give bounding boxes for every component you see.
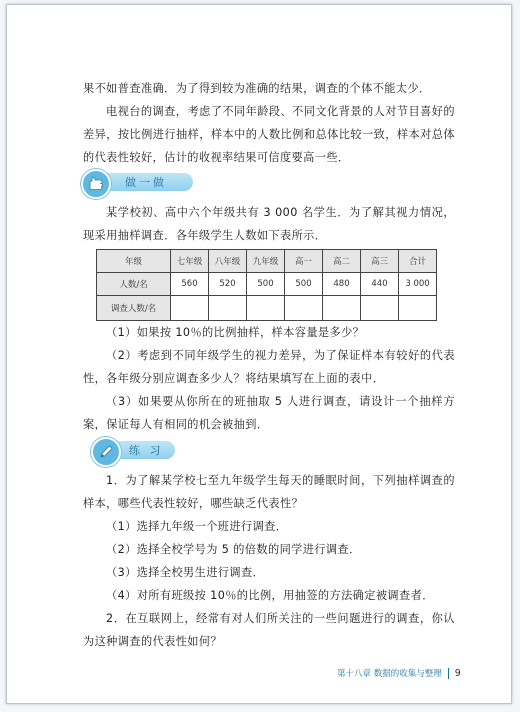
- table-cell-empty: [361, 296, 399, 321]
- table-header-row: [97, 250, 437, 273]
- pencil-icon: [91, 437, 121, 467]
- table-header-cell: 七年级: [171, 250, 209, 273]
- question-1: （1）如果按 10％的比例抽样，样本容量是多少？: [106, 326, 365, 339]
- footer-chapter: 第十八章 数据的收集与整理: [337, 669, 442, 679]
- table-cell-empty: [285, 296, 323, 321]
- page-number: 9: [454, 668, 461, 679]
- table-cell: 560: [171, 273, 209, 296]
- table-cell-empty: [247, 296, 285, 321]
- table-header-cell: 高一: [285, 250, 323, 273]
- table-cell-empty: [171, 296, 209, 321]
- paragraph-tv-survey: 电视台的调查，考虑了不同年龄段、不同文化背景的人对节目喜好的差异，按比例进行抽样，样本中的人数比例和总体比较一致，样本对总体的代表性较好，估计的收视率结果可信度要高一些．: [83, 105, 455, 164]
- table-row-survey: [97, 296, 437, 321]
- table-cell: 480: [323, 273, 361, 296]
- grade-student-table: [96, 249, 437, 321]
- table-cell-empty: [323, 296, 361, 321]
- exercise-1-option-1: （1）选择九年级一个班进行调查．: [106, 520, 288, 533]
- table-header-cell: 高三: [361, 250, 399, 273]
- question-3: （3）如果要从你所在的班抽取 5 人进行调查，请设计一个抽样方案，保证每人有相同的机会被抽到．: [83, 395, 455, 431]
- table-row-label: 调查人数/名: [97, 296, 171, 321]
- table-header-cell: 九年级: [247, 250, 285, 273]
- paragraph-intro-end: 果不如普查准确．为了得到较为准确的结果，调查的个体不能太少．: [83, 82, 431, 95]
- question-2: （2）考虑到不同年级学生的视力差异，为了保证样本有较好的代表性，各年级分别应调查多少人？将结果填写在上面的表中．: [83, 349, 455, 385]
- hand-icon: [81, 169, 111, 199]
- textbook-page: [6, 4, 512, 704]
- table-cell: 500: [247, 273, 285, 296]
- exercise-2: 2．在互联网上，经常有对人们所关注的一些问题进行的调查，你认为这种调查的代表性如何？: [83, 612, 455, 648]
- table-header-cell: 高二: [323, 250, 361, 273]
- exercise-1: 1．为了解某学校七至九年级学生每天的睡眠时间，下列抽样调查的样本，哪些代表性较好，哪些缺乏代表性？: [83, 474, 455, 510]
- table-header-cell: 合计: [399, 250, 437, 273]
- table-cell: 520: [209, 273, 247, 296]
- table-cell: 3 000: [399, 273, 437, 296]
- table-row-count: [97, 273, 437, 296]
- table-header-cell: 年级: [97, 250, 171, 273]
- exercise-1-option-2: （2）选择全校学号为 5 的倍数的同学进行调查．: [106, 543, 361, 556]
- table-cell: 500: [285, 273, 323, 296]
- footer-divider: [448, 668, 449, 679]
- page-footer: [337, 667, 461, 679]
- table-header-cell: 八年级: [209, 250, 247, 273]
- exercise-1-option-4: （4）对所有班级按 10％的比例，用抽签的方法确定被调查者．: [106, 589, 434, 602]
- table-cell-empty: [399, 296, 437, 321]
- activity-header-label: 做一做: [125, 176, 167, 189]
- table-cell: 440: [361, 273, 399, 296]
- exercise-header-label: 练 习: [129, 444, 164, 457]
- activity-section-header: [81, 169, 193, 195]
- table-cell-empty: [209, 296, 247, 321]
- exercise-section-header: [91, 437, 175, 463]
- exercise-1-option-3: （3）选择全校男生进行调查．: [106, 566, 265, 579]
- paragraph-activity-intro: 某学校初、高中六个年级共有 3 000 名学生．为了解其视力情况，现采用抽样调查．各年级学生人数如下表所示．: [83, 206, 455, 242]
- table-row-label: 人数/名: [97, 273, 171, 296]
